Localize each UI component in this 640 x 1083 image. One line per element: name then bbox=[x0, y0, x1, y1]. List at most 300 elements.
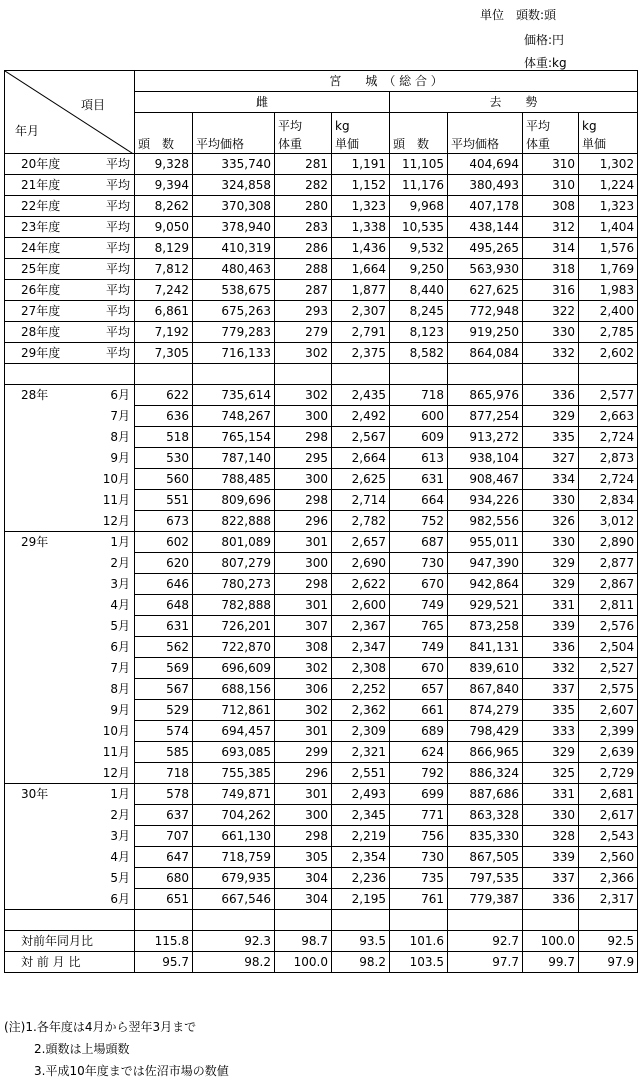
value-cell: 2,527 bbox=[579, 658, 638, 679]
month-label: 6月 bbox=[110, 639, 130, 654]
value-cell: 2,690 bbox=[332, 553, 390, 574]
month-label: 12月 bbox=[102, 765, 130, 780]
empty-cell bbox=[193, 910, 275, 931]
value-cell: 330 bbox=[523, 490, 579, 511]
average-label: 平均 bbox=[105, 346, 130, 360]
value-cell: 560 bbox=[135, 469, 193, 490]
value-cell: 339 bbox=[523, 616, 579, 637]
value-cell: 908,467 bbox=[448, 469, 523, 490]
row-label bbox=[5, 511, 135, 532]
column-header: 平均価格 bbox=[193, 113, 275, 154]
fiscal-year-label: 25年度 bbox=[21, 262, 61, 276]
month-label: 4月 bbox=[110, 597, 130, 612]
table-row bbox=[5, 742, 638, 763]
value-cell: 718 bbox=[135, 763, 193, 784]
value-cell: 651 bbox=[135, 889, 193, 910]
value-cell: 329 bbox=[523, 553, 579, 574]
value-cell: 2,639 bbox=[579, 742, 638, 763]
table-row bbox=[5, 154, 638, 175]
row-label bbox=[5, 826, 135, 847]
value-cell: 10,535 bbox=[390, 217, 448, 238]
year-label: 30年 bbox=[21, 787, 49, 801]
value-cell: 667,546 bbox=[193, 889, 275, 910]
value-cell: 2,362 bbox=[332, 700, 390, 721]
empty-cell bbox=[135, 910, 193, 931]
value-cell: 2,625 bbox=[332, 469, 390, 490]
row-label bbox=[5, 385, 135, 406]
value-cell: 95.7 bbox=[135, 952, 193, 973]
value-cell: 333 bbox=[523, 721, 579, 742]
value-cell: 1,224 bbox=[579, 175, 638, 196]
value-cell: 771 bbox=[390, 805, 448, 826]
value-cell: 7,812 bbox=[135, 259, 193, 280]
value-cell: 279 bbox=[275, 322, 332, 343]
value-cell: 9,968 bbox=[390, 196, 448, 217]
month-label: 12月 bbox=[102, 513, 130, 528]
value-cell: 410,319 bbox=[193, 238, 275, 259]
value-cell: 2,576 bbox=[579, 616, 638, 637]
value-cell: 92.3 bbox=[193, 931, 275, 952]
column-header: 頭 数 bbox=[135, 113, 193, 154]
value-cell: 2,617 bbox=[579, 805, 638, 826]
value-cell: 620 bbox=[135, 553, 193, 574]
value-cell: 8,245 bbox=[390, 301, 448, 322]
value-cell: 1,436 bbox=[332, 238, 390, 259]
value-cell: 1,191 bbox=[332, 154, 390, 175]
value-cell: 2,236 bbox=[332, 868, 390, 889]
value-cell: 693,085 bbox=[193, 742, 275, 763]
value-cell: 609 bbox=[390, 427, 448, 448]
value-cell: 9,532 bbox=[390, 238, 448, 259]
value-cell: 308 bbox=[275, 637, 332, 658]
value-cell: 330 bbox=[523, 532, 579, 553]
value-cell: 2,307 bbox=[332, 301, 390, 322]
row-label bbox=[5, 637, 135, 658]
value-cell: 2,729 bbox=[579, 763, 638, 784]
value-cell: 718 bbox=[390, 385, 448, 406]
value-cell: 2,195 bbox=[332, 889, 390, 910]
value-cell: 299 bbox=[275, 742, 332, 763]
value-cell: 765 bbox=[390, 616, 448, 637]
value-cell: 334 bbox=[523, 469, 579, 490]
table-row bbox=[5, 448, 638, 469]
value-cell: 8,582 bbox=[390, 343, 448, 364]
value-cell: 335 bbox=[523, 700, 579, 721]
value-cell: 336 bbox=[523, 637, 579, 658]
value-cell: 675,263 bbox=[193, 301, 275, 322]
value-cell: 648 bbox=[135, 595, 193, 616]
value-cell: 835,330 bbox=[448, 826, 523, 847]
row-label bbox=[5, 679, 135, 700]
value-cell: 296 bbox=[275, 763, 332, 784]
value-cell: 298 bbox=[275, 574, 332, 595]
value-cell: 11,176 bbox=[390, 175, 448, 196]
value-cell: 2,714 bbox=[332, 490, 390, 511]
value-cell: 661,130 bbox=[193, 826, 275, 847]
row-label bbox=[5, 574, 135, 595]
table-row bbox=[5, 763, 638, 784]
value-cell: 300 bbox=[275, 553, 332, 574]
value-cell: 2,663 bbox=[579, 406, 638, 427]
value-cell: 955,011 bbox=[448, 532, 523, 553]
row-label bbox=[5, 868, 135, 889]
empty-cell bbox=[275, 910, 332, 931]
column-header: 平均価格 bbox=[448, 113, 523, 154]
table-row bbox=[5, 700, 638, 721]
value-cell: 809,696 bbox=[193, 490, 275, 511]
row-label bbox=[5, 427, 135, 448]
value-cell: 339 bbox=[523, 847, 579, 868]
value-cell: 867,505 bbox=[448, 847, 523, 868]
average-label: 平均 bbox=[105, 304, 130, 318]
value-cell: 100.0 bbox=[275, 952, 332, 973]
value-cell: 2,317 bbox=[579, 889, 638, 910]
value-cell: 867,840 bbox=[448, 679, 523, 700]
spacer-row bbox=[5, 364, 638, 385]
value-cell: 407,178 bbox=[448, 196, 523, 217]
value-cell: 680 bbox=[135, 868, 193, 889]
value-cell: 328 bbox=[523, 826, 579, 847]
diagonal-line bbox=[5, 71, 135, 154]
table-row bbox=[5, 511, 638, 532]
value-cell: 712,861 bbox=[193, 700, 275, 721]
value-cell: 2,345 bbox=[332, 805, 390, 826]
average-label: 平均 bbox=[105, 199, 130, 213]
value-cell: 7,192 bbox=[135, 322, 193, 343]
value-cell: 934,226 bbox=[448, 490, 523, 511]
value-cell: 942,864 bbox=[448, 574, 523, 595]
value-cell: 661 bbox=[390, 700, 448, 721]
value-cell: 631 bbox=[390, 469, 448, 490]
table-row bbox=[5, 637, 638, 658]
table-row bbox=[5, 427, 638, 448]
value-cell: 865,976 bbox=[448, 385, 523, 406]
value-cell: 92.5 bbox=[579, 931, 638, 952]
value-cell: 93.5 bbox=[332, 931, 390, 952]
value-cell: 2,785 bbox=[579, 322, 638, 343]
value-cell: 735 bbox=[390, 868, 448, 889]
row-label bbox=[5, 448, 135, 469]
value-cell: 2,308 bbox=[332, 658, 390, 679]
value-cell: 627,625 bbox=[448, 280, 523, 301]
month-label: 3月 bbox=[110, 828, 130, 843]
value-cell: 947,390 bbox=[448, 553, 523, 574]
value-cell: 98.7 bbox=[275, 931, 332, 952]
value-cell: 722,870 bbox=[193, 637, 275, 658]
table-row bbox=[5, 595, 638, 616]
value-cell: 2,321 bbox=[332, 742, 390, 763]
value-cell: 877,254 bbox=[448, 406, 523, 427]
value-cell: 304 bbox=[275, 868, 332, 889]
value-cell: 622 bbox=[135, 385, 193, 406]
month-label: 5月 bbox=[110, 870, 130, 885]
value-cell: 100.0 bbox=[523, 931, 579, 952]
average-label: 平均 bbox=[105, 283, 130, 297]
fiscal-year-label: 29年度 bbox=[21, 346, 61, 360]
value-cell: 98.2 bbox=[193, 952, 275, 973]
month-label: 1月 bbox=[110, 787, 130, 801]
value-cell: 308 bbox=[523, 196, 579, 217]
value-cell: 749,871 bbox=[193, 784, 275, 805]
row-label bbox=[5, 805, 135, 826]
value-cell: 335 bbox=[523, 427, 579, 448]
value-cell: 312 bbox=[523, 217, 579, 238]
value-cell: 11,105 bbox=[390, 154, 448, 175]
value-cell: 2,877 bbox=[579, 553, 638, 574]
table-row bbox=[5, 217, 638, 238]
row-label bbox=[5, 847, 135, 868]
average-label: 平均 bbox=[105, 220, 130, 234]
row-label bbox=[5, 721, 135, 742]
value-cell: 687 bbox=[390, 532, 448, 553]
table-row bbox=[5, 574, 638, 595]
empty-cell bbox=[390, 364, 448, 385]
fiscal-year-label: 26年度 bbox=[21, 283, 61, 297]
value-cell: 324,858 bbox=[193, 175, 275, 196]
value-cell: 282 bbox=[275, 175, 332, 196]
value-cell: 495,265 bbox=[448, 238, 523, 259]
column-header: kg 単価 bbox=[579, 113, 638, 154]
value-cell: 567 bbox=[135, 679, 193, 700]
value-cell: 538,675 bbox=[193, 280, 275, 301]
value-cell: 779,283 bbox=[193, 322, 275, 343]
cattle-price-table bbox=[4, 70, 638, 973]
value-cell: 913,272 bbox=[448, 427, 523, 448]
value-cell: 298 bbox=[275, 427, 332, 448]
row-label bbox=[5, 406, 135, 427]
value-cell: 730 bbox=[390, 553, 448, 574]
table-row bbox=[5, 406, 638, 427]
row-label bbox=[5, 889, 135, 910]
month-label: 11月 bbox=[102, 744, 130, 759]
month-label: 10月 bbox=[102, 723, 130, 738]
table-row bbox=[5, 280, 638, 301]
value-cell: 2,543 bbox=[579, 826, 638, 847]
value-cell: 97.7 bbox=[448, 952, 523, 973]
empty-cell bbox=[448, 364, 523, 385]
value-cell: 1,338 bbox=[332, 217, 390, 238]
row-label bbox=[5, 301, 135, 322]
empty-cell bbox=[390, 910, 448, 931]
value-cell: 280 bbox=[275, 196, 332, 217]
value-cell: 2,607 bbox=[579, 700, 638, 721]
table-row bbox=[5, 385, 638, 406]
value-cell: 2,400 bbox=[579, 301, 638, 322]
empty-cell bbox=[193, 364, 275, 385]
value-cell: 752 bbox=[390, 511, 448, 532]
value-cell: 873,258 bbox=[448, 616, 523, 637]
column-header: 平均 体重 bbox=[275, 113, 332, 154]
value-cell: 480,463 bbox=[193, 259, 275, 280]
value-cell: 563,930 bbox=[448, 259, 523, 280]
month-label: 5月 bbox=[110, 618, 130, 633]
row-label bbox=[5, 784, 135, 805]
ratio-label: 対 前 月 比 bbox=[5, 952, 135, 973]
value-cell: 726,201 bbox=[193, 616, 275, 637]
value-cell: 694,457 bbox=[193, 721, 275, 742]
value-cell: 631 bbox=[135, 616, 193, 637]
value-cell: 300 bbox=[275, 406, 332, 427]
note-1: (注)1.各年度は4月から翌年3月まで bbox=[4, 1020, 197, 1034]
value-cell: 283 bbox=[275, 217, 332, 238]
value-cell: 332 bbox=[523, 658, 579, 679]
value-cell: 310 bbox=[523, 175, 579, 196]
notes bbox=[4, 1016, 229, 1082]
value-cell: 2,252 bbox=[332, 679, 390, 700]
empty-cell bbox=[523, 364, 579, 385]
table-row bbox=[5, 238, 638, 259]
value-cell: 115.8 bbox=[135, 931, 193, 952]
value-cell: 2,435 bbox=[332, 385, 390, 406]
units-line-3: 体重:kg bbox=[524, 56, 567, 70]
month-label: 8月 bbox=[110, 429, 130, 444]
value-cell: 296 bbox=[275, 511, 332, 532]
row-label bbox=[5, 532, 135, 553]
region-header: 宮 城 （ 総 合 ） bbox=[135, 71, 638, 92]
units-line-2: 価格:円 bbox=[524, 33, 565, 47]
value-cell: 2,811 bbox=[579, 595, 638, 616]
value-cell: 2,347 bbox=[332, 637, 390, 658]
value-cell: 748,267 bbox=[193, 406, 275, 427]
ratio-row bbox=[5, 952, 638, 973]
value-cell: 982,556 bbox=[448, 511, 523, 532]
value-cell: 2,493 bbox=[332, 784, 390, 805]
value-cell: 9,328 bbox=[135, 154, 193, 175]
row-label bbox=[5, 238, 135, 259]
value-cell: 772,948 bbox=[448, 301, 523, 322]
row-label bbox=[5, 553, 135, 574]
value-cell: 2,724 bbox=[579, 427, 638, 448]
value-cell: 2,399 bbox=[579, 721, 638, 742]
value-cell: 2,602 bbox=[579, 343, 638, 364]
value-cell: 1,404 bbox=[579, 217, 638, 238]
value-cell: 929,521 bbox=[448, 595, 523, 616]
value-cell: 330 bbox=[523, 322, 579, 343]
value-cell: 585 bbox=[135, 742, 193, 763]
value-cell: 801,089 bbox=[193, 532, 275, 553]
value-cell: 103.5 bbox=[390, 952, 448, 973]
row-label bbox=[5, 175, 135, 196]
value-cell: 613 bbox=[390, 448, 448, 469]
empty-cell bbox=[332, 910, 390, 931]
value-cell: 718,759 bbox=[193, 847, 275, 868]
fiscal-year-label: 23年度 bbox=[21, 220, 61, 234]
row-label bbox=[5, 469, 135, 490]
empty-cell bbox=[275, 364, 332, 385]
value-cell: 688,156 bbox=[193, 679, 275, 700]
value-cell: 2,354 bbox=[332, 847, 390, 868]
value-cell: 378,940 bbox=[193, 217, 275, 238]
table-row bbox=[5, 490, 638, 511]
value-cell: 302 bbox=[275, 343, 332, 364]
table-row bbox=[5, 658, 638, 679]
average-label: 平均 bbox=[105, 178, 130, 192]
value-cell: 1,664 bbox=[332, 259, 390, 280]
value-cell: 305 bbox=[275, 847, 332, 868]
value-cell: 574 bbox=[135, 721, 193, 742]
value-cell: 97.9 bbox=[579, 952, 638, 973]
value-cell: 647 bbox=[135, 847, 193, 868]
value-cell: 782,888 bbox=[193, 595, 275, 616]
value-cell: 797,535 bbox=[448, 868, 523, 889]
value-cell: 551 bbox=[135, 490, 193, 511]
value-cell: 866,965 bbox=[448, 742, 523, 763]
month-label: 10月 bbox=[102, 471, 130, 486]
empty-cell bbox=[579, 364, 638, 385]
value-cell: 863,328 bbox=[448, 805, 523, 826]
value-cell: 98.2 bbox=[332, 952, 390, 973]
value-cell: 798,429 bbox=[448, 721, 523, 742]
value-cell: 2,834 bbox=[579, 490, 638, 511]
value-cell: 562 bbox=[135, 637, 193, 658]
empty-cell bbox=[5, 910, 135, 931]
table-row bbox=[5, 301, 638, 322]
value-cell: 2,600 bbox=[332, 595, 390, 616]
value-cell: 822,888 bbox=[193, 511, 275, 532]
value-cell: 2,375 bbox=[332, 343, 390, 364]
value-cell: 337 bbox=[523, 868, 579, 889]
table-row bbox=[5, 847, 638, 868]
value-cell: 336 bbox=[523, 385, 579, 406]
value-cell: 301 bbox=[275, 595, 332, 616]
value-cell: 2,551 bbox=[332, 763, 390, 784]
value-cell: 2,577 bbox=[579, 385, 638, 406]
value-cell: 624 bbox=[390, 742, 448, 763]
corner-header bbox=[5, 71, 135, 154]
fiscal-year-label: 28年度 bbox=[21, 325, 61, 339]
value-cell: 919,250 bbox=[448, 322, 523, 343]
month-label: 9月 bbox=[110, 702, 130, 717]
value-cell: 2,681 bbox=[579, 784, 638, 805]
value-cell: 2,724 bbox=[579, 469, 638, 490]
table-row bbox=[5, 259, 638, 280]
value-cell: 9,050 bbox=[135, 217, 193, 238]
value-cell: 699 bbox=[390, 784, 448, 805]
value-cell: 679,935 bbox=[193, 868, 275, 889]
value-cell: 1,983 bbox=[579, 280, 638, 301]
value-cell: 646 bbox=[135, 574, 193, 595]
value-cell: 756 bbox=[390, 826, 448, 847]
value-cell: 696,609 bbox=[193, 658, 275, 679]
value-cell: 569 bbox=[135, 658, 193, 679]
value-cell: 288 bbox=[275, 259, 332, 280]
value-cell: 602 bbox=[135, 532, 193, 553]
value-cell: 404,694 bbox=[448, 154, 523, 175]
value-cell: 2,782 bbox=[332, 511, 390, 532]
value-cell: 301 bbox=[275, 532, 332, 553]
row-label bbox=[5, 154, 135, 175]
empty-cell bbox=[523, 910, 579, 931]
value-cell: 318 bbox=[523, 259, 579, 280]
value-cell: 322 bbox=[523, 301, 579, 322]
value-cell: 2,367 bbox=[332, 616, 390, 637]
row-label bbox=[5, 763, 135, 784]
value-cell: 9,250 bbox=[390, 259, 448, 280]
table-row bbox=[5, 679, 638, 700]
month-label: 9月 bbox=[110, 450, 130, 465]
value-cell: 780,273 bbox=[193, 574, 275, 595]
value-cell: 807,279 bbox=[193, 553, 275, 574]
value-cell: 310 bbox=[523, 154, 579, 175]
value-cell: 765,154 bbox=[193, 427, 275, 448]
value-cell: 887,686 bbox=[448, 784, 523, 805]
units-legend bbox=[450, 0, 635, 70]
value-cell: 307 bbox=[275, 616, 332, 637]
value-cell: 1,323 bbox=[579, 196, 638, 217]
value-cell: 301 bbox=[275, 784, 332, 805]
value-cell: 749 bbox=[390, 595, 448, 616]
value-cell: 3,012 bbox=[579, 511, 638, 532]
